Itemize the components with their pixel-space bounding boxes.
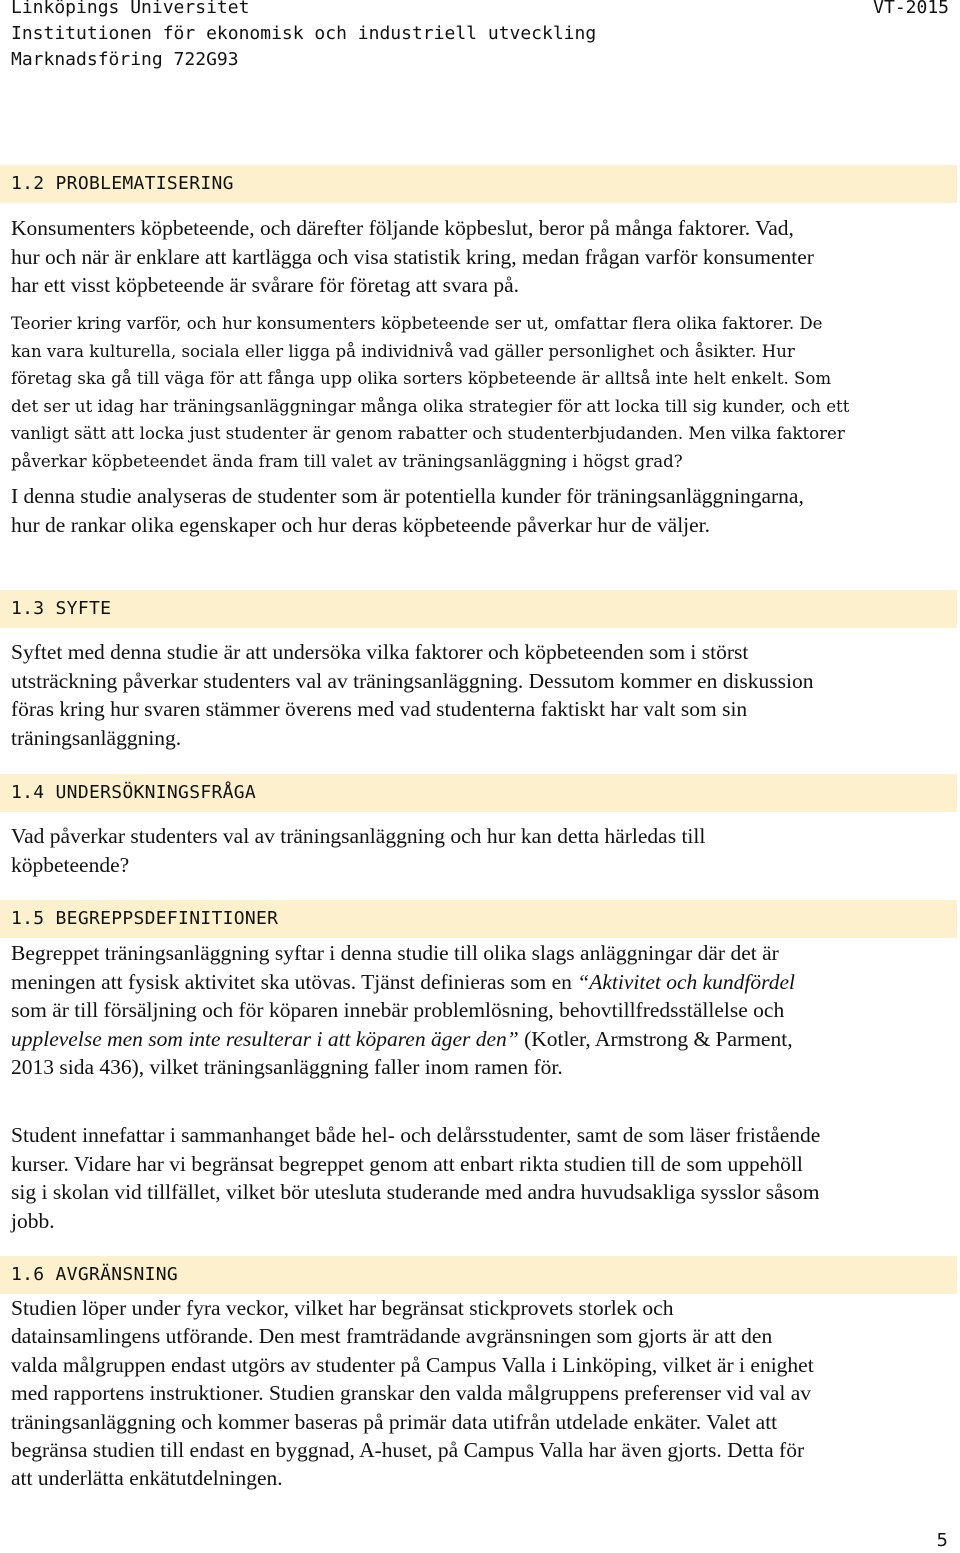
text-line: Begreppet träningsanläggning syftar i denna studie till olika slags anläggningar där det är	[11, 941, 779, 965]
text-line: jobb.	[11, 1208, 55, 1233]
text-line: föras kring hur svaren stämmer överens med vad studenterna faktiskt har valt som sin	[11, 697, 748, 721]
text-line: det ser ut idag har träningsanläggningar många olika strategier för att locka till sig kunder, och ett	[11, 396, 850, 416]
text-line: har ett visst köpbeteende är svårare för företag att svara på.	[11, 273, 520, 297]
text-fragment: meningen att fysisk aktivitet ska utövas. Tjänst definieras som en	[11, 969, 578, 994]
text-line: kurser. Vidare har vi begränsat begreppet genom att enbart rikta studien till de som uppehöll	[11, 1151, 803, 1176]
text-line: Vad påverkar studenters val av träningsanläggning och hur kan detta härledas till	[11, 824, 706, 848]
citation-text: (Kotler, Armstrong & Parment,	[518, 1026, 793, 1051]
section-heading-begreppsdefinitioner: 1.5 BEGREPPSDEFINITIONER	[0, 900, 957, 938]
paragraph-begreppsdefinitioner-2	[11, 1121, 951, 1235]
text-line: som är till försäljning och för köparen innebär problemlösning, behovtillfredsställelse och	[11, 998, 785, 1022]
section-heading-undersokningsfraga: 1.4 UNDERSÖKNINGSFRÅGA	[0, 774, 957, 812]
text-line: sig i skolan vid tillfället, vilket bör utesluta studerande med andra huvudsakliga sysslor såsom	[11, 1180, 820, 1204]
university-name: Linköpings Universitet	[11, 0, 250, 18]
text-line	[11, 1025, 951, 1054]
text-line: påverkar köpbeteendet ända fram till valet av träningsanläggning i högst grad?	[11, 451, 683, 471]
text-line: kan vara kulturella, sociala eller ligga på individnivå vad gäller personlighet och åsikter. Hur	[11, 341, 795, 361]
section-heading-problematisering: 1.2 PROBLEMATISERING	[0, 165, 957, 203]
text-line: att underlätta enkätutdelningen.	[11, 1466, 283, 1491]
text-line: Student innefattar i sammanhanget både hel- och delårsstudenter, samt de som läser fristående	[11, 1123, 821, 1147]
text-line: valda målgruppen endast utgörs av studenter på Campus Valla i Linköping, vilket är i enighet	[11, 1352, 814, 1377]
text-line: träningsanläggning och kommer baseras på primär data utifrån utdelade enkäter. Valet att	[11, 1409, 778, 1434]
page-number: 5	[936, 1530, 948, 1551]
text-line: datainsamlingens utförande. Den mest framträdande avgränsningen som gjorts är att den	[11, 1324, 773, 1349]
paragraph-problematisering-3	[11, 482, 951, 539]
term-label: VT-2015	[873, 0, 949, 18]
paragraph-avgransning	[11, 1294, 951, 1493]
paragraph-begreppsdefinitioner-1	[11, 939, 951, 1082]
text-line	[11, 968, 951, 997]
section-heading-avgransning: 1.6 AVGRÄNSNING	[0, 1256, 957, 1294]
text-line: begränsa studien till endast en byggnad, A-huset, på Campus Valla har även gjorts. Detta för	[11, 1438, 805, 1463]
text-line: Konsumenters köpbeteende, och därefter följande köpbeslut, beror på många faktorer. Vad,	[11, 216, 794, 240]
text-line: 2013 sida 436), vilket träningsanläggning faller inom ramen för.	[11, 1055, 563, 1079]
text-line: utsträckning påverkar studenters val av träningsanläggning. Dessutom kommer en diskussion	[11, 668, 814, 693]
text-line: hur de rankar olika egenskaper och hur deras köpbeteende påverkar hur de väljer.	[11, 512, 711, 537]
text-line: köpbeteende?	[11, 852, 130, 877]
text-line: Teorier kring varför, och hur konsumenters köpbeteende ser ut, omfattar flera olika faktorer. De	[11, 314, 823, 333]
institution-name: Institutionen för ekonomisk och industriell utveckling	[11, 23, 597, 44]
text-line: vanligt sätt att locka just studenter är genom rabatter och studenterbjudanden. Men vilka faktorer	[11, 424, 845, 443]
course-name: Marknadsföring 722G93	[11, 49, 239, 70]
text-line: företag ska gå till väga för att fånga upp olika sorters köpbeteende är alltså inte helt enkelt. Som	[11, 369, 832, 388]
text-line: I denna studie analyseras de studenter som är potentiella kunder för träningsanläggningarna,	[11, 484, 804, 508]
quote-text: “Aktivitet och kundfördel	[577, 969, 795, 994]
text-line: Studien löper under fyra veckor, vilket har begränsat stickprovets storlek och	[11, 1296, 674, 1320]
quote-text: upplevelse men som inte resulterar i att köparen äger den”	[11, 1026, 519, 1051]
text-line: Syftet med denna studie är att undersöka vilka faktorer och köpbeteenden som i störst	[11, 640, 749, 664]
section-heading-syfte: 1.3 SYFTE	[0, 590, 957, 628]
text-line: med rapportens instruktioner. Studien granskar den valda målgruppens preferenser vid val av	[11, 1381, 812, 1406]
paragraph-problematisering-1	[11, 214, 951, 300]
paragraph-problematisering-2	[11, 310, 951, 475]
text-line: hur och när är enklare att kartlägga och visa statistik kring, medan frågan varför konsumenter	[11, 244, 814, 269]
paragraph-syfte	[11, 638, 951, 752]
text-line: träningsanläggning.	[11, 725, 182, 750]
paragraph-undersokningsfraga	[11, 822, 951, 879]
